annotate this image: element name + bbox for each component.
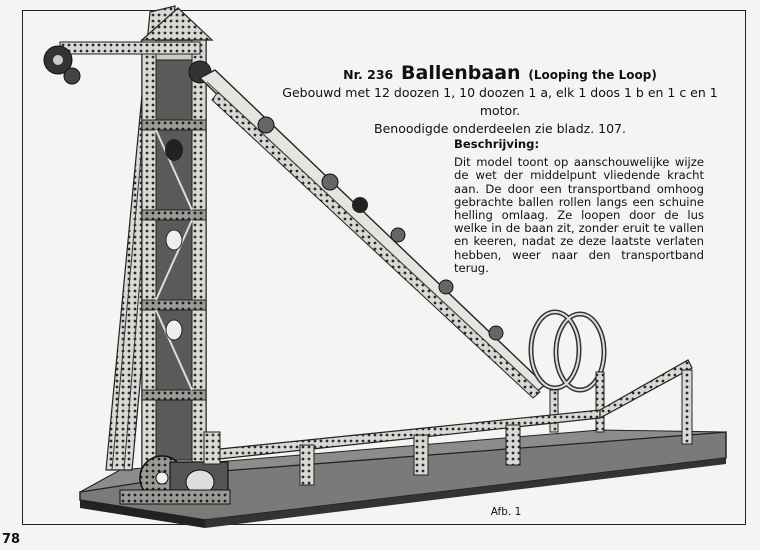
parts-reference: Benoodigde onderdeelen zie bladz. 107. (374, 121, 626, 136)
figure-caption: Afb. 1 (490, 506, 522, 518)
title-line (262, 64, 738, 84)
page-number: 78 (2, 532, 21, 547)
description-heading: Beschrijving: (454, 137, 540, 151)
model-number: Nr. 236 (343, 67, 394, 82)
model-subtitle: (Looping the Loop) (528, 68, 657, 82)
model-name: Ballenbaan (401, 62, 521, 84)
description-block (454, 138, 704, 275)
lattice-tower (44, 6, 212, 470)
description-body: Dit model toont op aanschouwelijke wijze de wet der middelpunt vliedende kracht aan. De door een transportband omhoog gebrachte ballen rollen langs een schuine helling omlaag. Ze loopen door de lus welke in de baan zit, zonder eruit te vallen en keeren, nadat ze deze laatste verlaten hebben, weer naar den transportband terug. (454, 155, 704, 275)
model-heading (262, 64, 738, 138)
build-requirements: Gebouwd met 12 doozen 1, 10 doozen 1 a, elk 1 doos 1 b en 1 c en 1 motor. (282, 85, 718, 118)
